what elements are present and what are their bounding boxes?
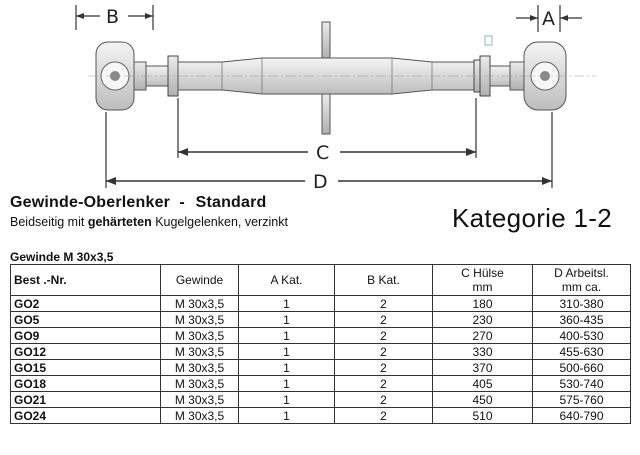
cell-c-sleeve: 405 [433,376,533,392]
product-title-main: Gewinde-Oberlenker [10,194,171,211]
cell-c-sleeve: 370 [433,360,533,376]
cell-thread: M 30x3,5 [161,392,239,408]
cell-b-cat: 2 [335,344,433,360]
cell-thread: M 30x3,5 [161,344,239,360]
dimension-a [516,5,582,32]
cell-a-cat: 1 [239,296,335,312]
cell-d-length: 310-380 [533,296,631,312]
cell-b-cat: 2 [335,392,433,408]
header-a-cat: A Kat. [239,265,335,296]
product-title [10,194,267,212]
dimension-d-label: D [313,171,328,193]
cell-d-length: 455-630 [533,344,631,360]
cell-thread: M 30x3,5 [161,296,239,312]
cell-code: GO9 [11,328,161,344]
cell-thread: M 30x3,5 [161,376,239,392]
table-row [11,328,631,344]
header-d-length [533,265,631,296]
cell-a-cat: 1 [239,376,335,392]
cell-a-cat: 1 [239,328,335,344]
cell-d-length: 360-435 [533,312,631,328]
cell-c-sleeve: 510 [433,408,533,424]
table-row [11,296,631,312]
cell-c-sleeve: 330 [433,344,533,360]
cell-b-cat: 2 [335,376,433,392]
cell-code: GO21 [11,392,161,408]
cell-c-sleeve: 270 [433,328,533,344]
top-link-drawing [0,0,640,195]
table-row [11,376,631,392]
cell-a-cat: 1 [239,392,335,408]
cell-code: GO24 [11,408,161,424]
table-row [11,360,631,376]
table-row [11,392,631,408]
cell-thread: M 30x3,5 [161,408,239,424]
header-code: Best .-Nr. [11,265,161,296]
subtitle-suffix: Kugelgelenken, verzinkt [151,215,288,229]
cell-code: GO5 [11,312,161,328]
cell-code: GO12 [11,344,161,360]
product-title-variant: Standard [195,194,267,211]
dimension-c-label: C [316,142,330,164]
cell-thread: M 30x3,5 [161,312,239,328]
dimension-a-label: A [542,8,555,30]
cell-b-cat: 2 [335,296,433,312]
table-row [11,312,631,328]
cell-c-sleeve: 450 [433,392,533,408]
cell-a-cat: 1 [239,360,335,376]
header-thread: Gewinde [161,265,239,296]
dimension-b-label: B [106,6,120,28]
cell-d-length: 640-790 [533,408,631,424]
cell-d-length: 400-530 [533,328,631,344]
header-d-line1: D Arbeitsl. [554,266,609,280]
product-title-separator: - [179,194,185,211]
cell-c-sleeve: 230 [433,312,533,328]
cell-code: GO18 [11,376,161,392]
cell-b-cat: 2 [335,360,433,376]
thread-heading: Gewinde M 30x3,5 [10,250,114,264]
right-thread-nut [474,36,510,96]
cell-a-cat: 1 [239,344,335,360]
product-subtitle [10,215,288,229]
cell-b-cat: 2 [335,328,433,344]
header-d-line2: mm ca. [561,280,602,294]
cell-thread: M 30x3,5 [161,360,239,376]
header-b-cat: B Kat. [335,265,433,296]
cell-d-length: 530-740 [533,376,631,392]
category-label: Kategorie 1-2 [452,203,613,233]
table-header-row [11,265,631,296]
cell-code: GO15 [11,360,161,376]
cell-d-length: 500-660 [533,360,631,376]
header-c-line2: mm [472,280,493,294]
header-c-sleeve [433,265,533,296]
cell-a-cat: 1 [239,312,335,328]
table-row [11,408,631,424]
table-row [11,344,631,360]
subtitle-prefix: Beidseitig mit [10,215,88,229]
cell-b-cat: 2 [335,408,433,424]
header-c-line1: C Hülse [461,266,504,280]
dimension-b [76,5,153,30]
cell-b-cat: 2 [335,312,433,328]
cell-thread: M 30x3,5 [161,328,239,344]
spec-table [10,264,631,424]
subtitle-bold: gehärteten [87,215,152,229]
cell-c-sleeve: 180 [433,296,533,312]
cell-code: GO2 [11,296,161,312]
cell-a-cat: 1 [239,408,335,424]
cell-d-length: 575-760 [533,392,631,408]
